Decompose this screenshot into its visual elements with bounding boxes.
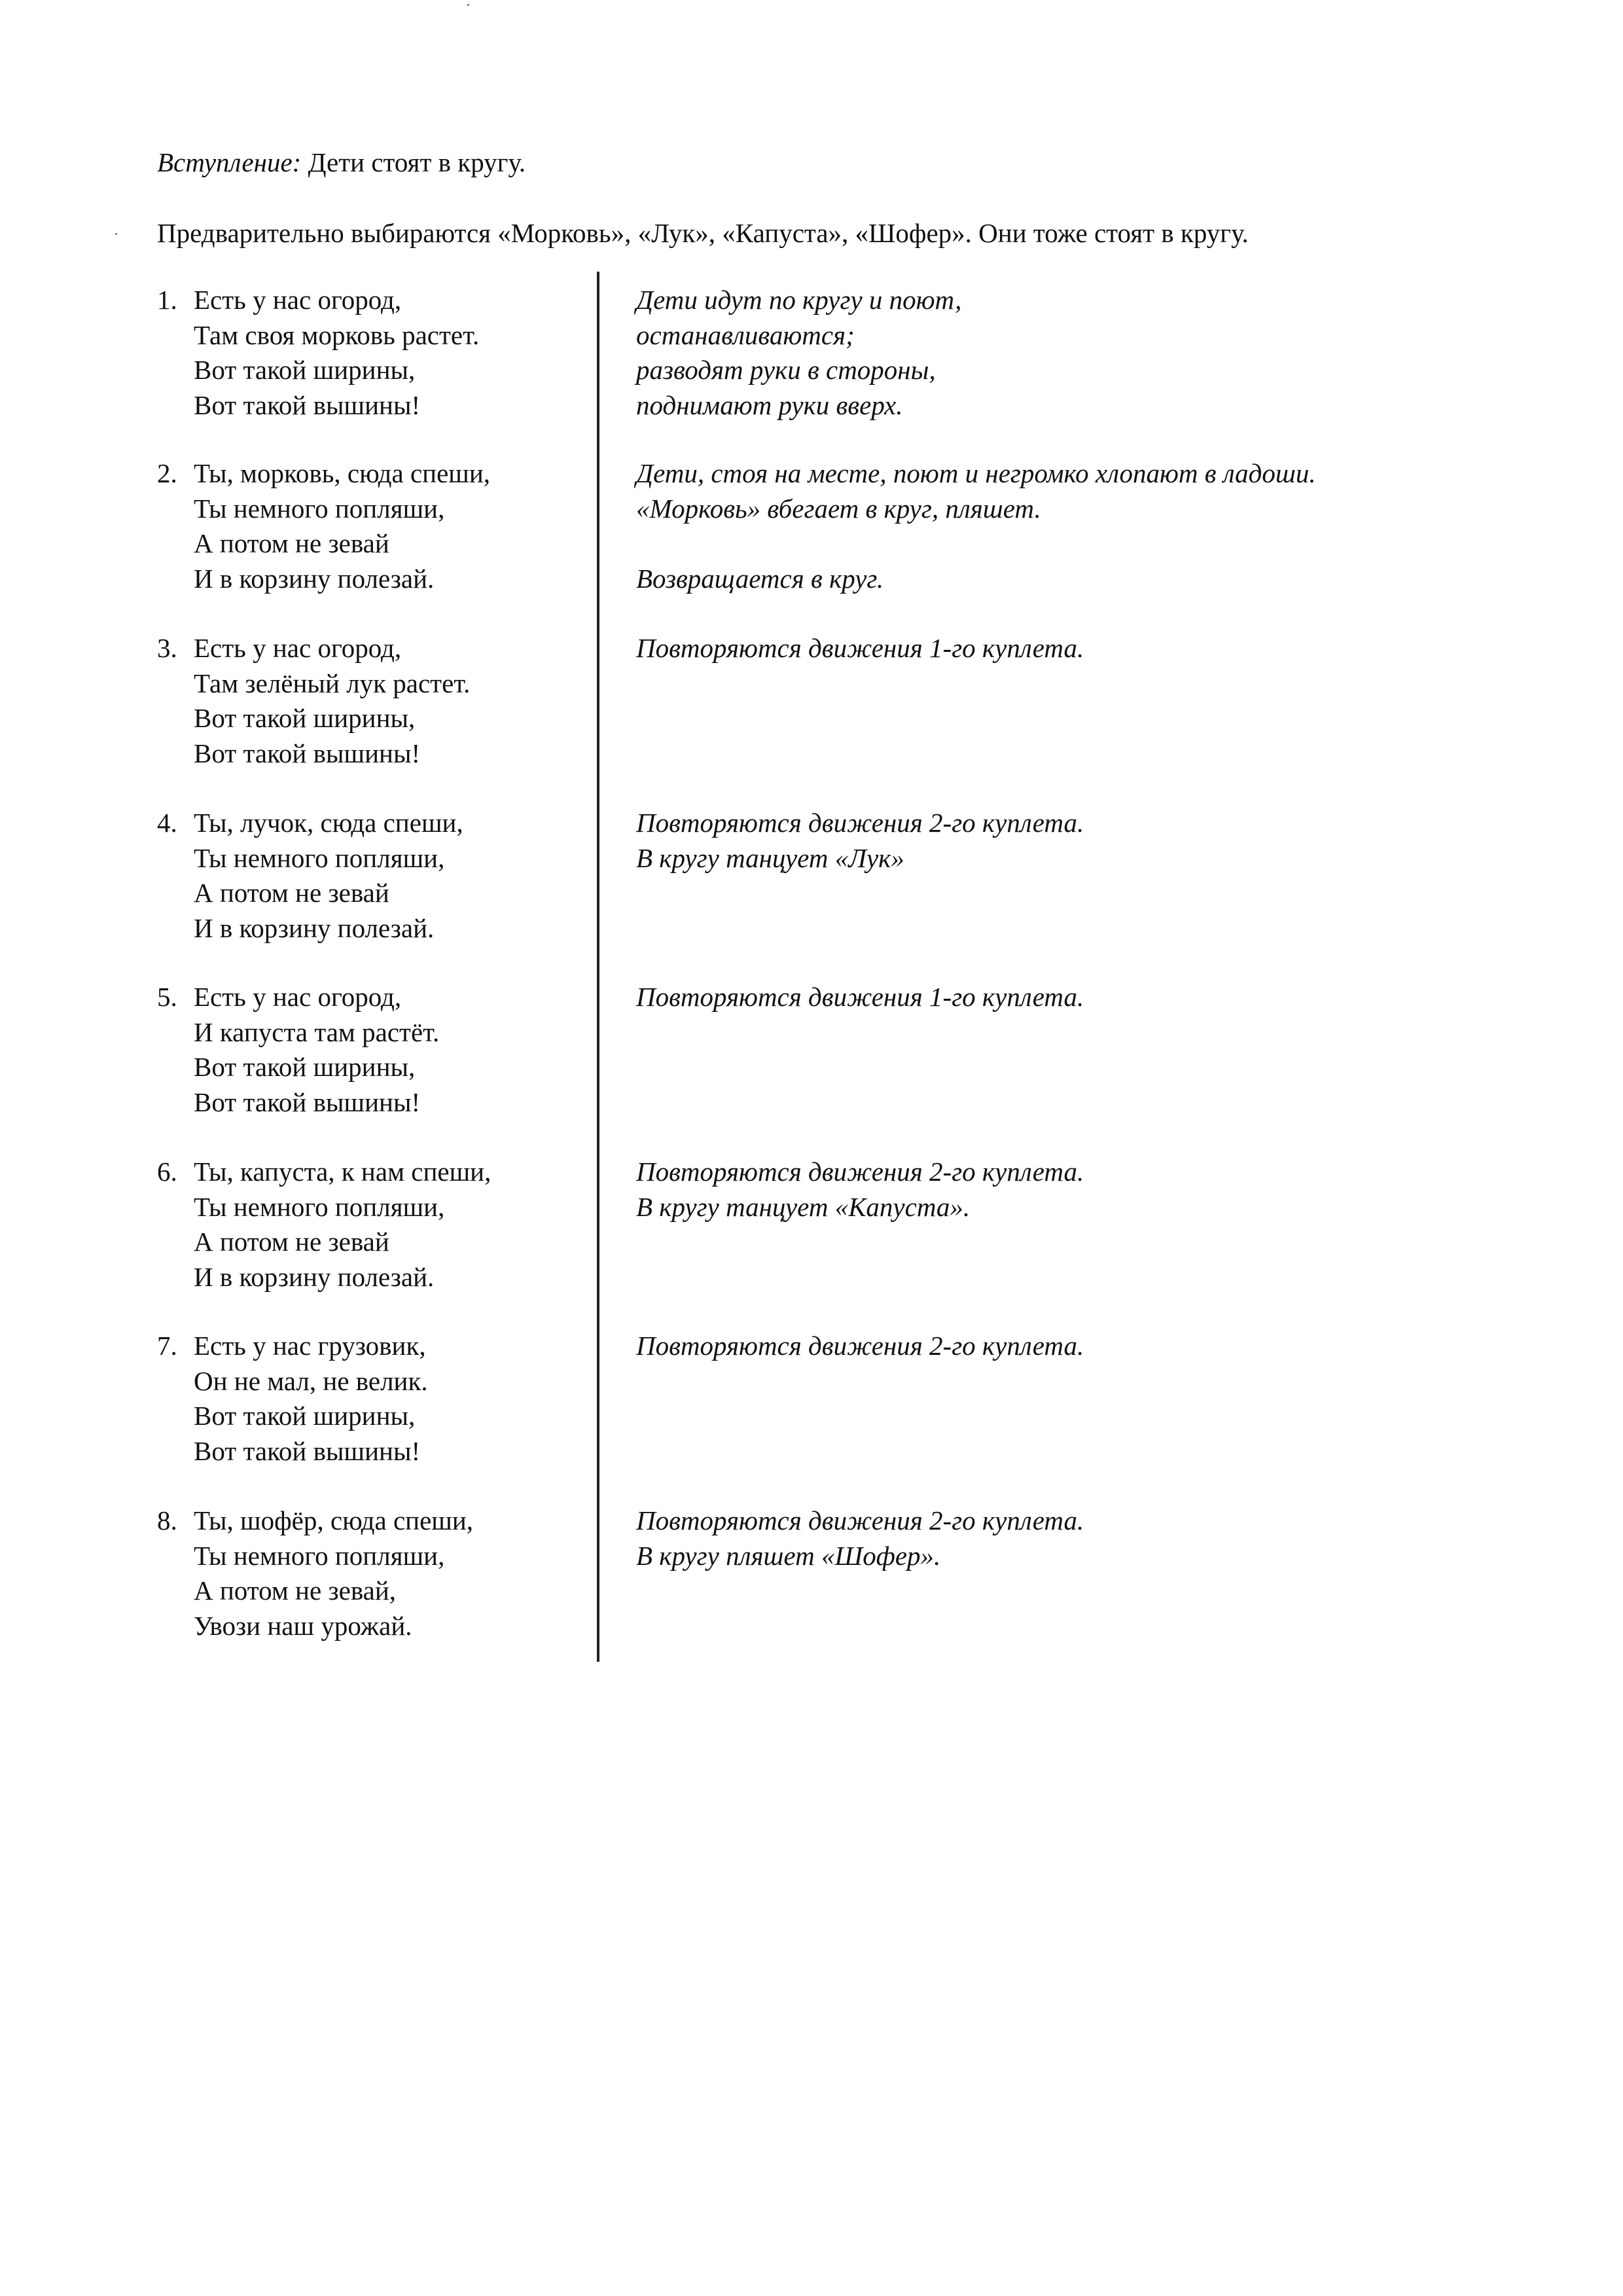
instruction-line: В кругу танцует «Капуста». (636, 1191, 971, 1222)
instruction-gap (636, 526, 1316, 562)
verse-number: 3. (157, 633, 177, 663)
verse-line: И в корзину полезай. (194, 912, 435, 943)
instruction-line: Повторяются движения 1-го куплета. (636, 982, 1084, 1012)
movement-instructions (636, 1155, 1084, 1225)
verse-line: А потом не зевай (194, 1227, 389, 1257)
verse-line: Там своя морковь растет. (194, 319, 480, 350)
instruction-line: Дети идут по кругу и поют, (636, 285, 962, 315)
verse-line: Есть у нас огород, (194, 285, 402, 315)
verse-line: Вот такой вышины! (194, 1086, 421, 1117)
verse-number: 1. (157, 285, 177, 315)
verse-line: Там зелёный лук растет. (194, 668, 471, 698)
instruction-line: Повторяются движения 2-го куплета. (636, 808, 1084, 838)
verse-line: Ты немного попляши, (194, 842, 445, 873)
movement-instructions (636, 1503, 1084, 1573)
movement-instructions (636, 456, 1316, 596)
verse-line: Вот такой вышины! (194, 389, 421, 420)
intro-lead: Вступление: (157, 147, 302, 177)
verse-number: 8. (157, 1505, 177, 1535)
verse-line: Ты, шофёр, сюда спеши, (194, 1505, 474, 1535)
verse-text (157, 283, 479, 423)
instruction-line: Повторяются движения 2-го куплета. (636, 1331, 1084, 1361)
verse-line: Вот такой ширины, (194, 703, 416, 733)
verse-line: И капуста там растёт. (194, 1016, 440, 1047)
verse-line: Он не мал, не велик. (194, 1365, 428, 1396)
instruction-line: В кругу пляшет «Шофер». (636, 1540, 941, 1571)
scan-speck (467, 4, 469, 6)
verse-number: 2. (157, 458, 177, 488)
verse-line: Вот такой ширины, (194, 1401, 416, 1431)
verse-line: Увози наш урожай. (194, 1610, 412, 1641)
verse-text (157, 456, 490, 596)
verse-line: Ты немного попляши, (194, 493, 445, 524)
verse-line: Вот такой вышины! (194, 738, 421, 768)
scan-speck (115, 233, 117, 235)
verse-line: Есть у нас огород, (194, 633, 402, 663)
verse-text (157, 980, 439, 1120)
preliminary-note: Предварительно выбираются «Морковь», «Лук», «Капуста», «Шофер». Они тоже стоят в кругу. (157, 218, 1249, 248)
verse-line: Вот такой ширины, (194, 1052, 416, 1082)
verse-number: 5. (157, 982, 177, 1012)
instruction-line: В кругу танцует «Лук» (636, 842, 904, 873)
intro-line (157, 145, 526, 179)
instruction-line: Повторяются движения 2-го куплета. (636, 1157, 1084, 1187)
movement-instructions (636, 980, 1084, 1015)
verse-text (157, 1503, 473, 1643)
verse-text (157, 1155, 491, 1295)
movement-instructions (636, 1329, 1084, 1364)
verse-line: Есть у нас грузовик, (194, 1331, 426, 1361)
instruction-line: «Морковь» вбегает в круг, пляшет. (636, 493, 1041, 524)
verse-line: Ты, морковь, сюда спеши, (194, 458, 491, 488)
instruction-line: Возвращается в круг. (636, 563, 884, 594)
instruction-line: поднимают руки вверх. (636, 389, 903, 420)
verse-line: А потом не зевай, (194, 1575, 397, 1605)
verse-line: Ты немного попляши, (194, 1540, 445, 1571)
verse-line: Вот такой вышины! (194, 1435, 421, 1466)
verse-line: Есть у нас огород, (194, 982, 402, 1012)
instruction-line: Повторяются движения 1-го куплета. (636, 633, 1084, 663)
verse-line: Вот такой ширины, (194, 355, 416, 385)
verse-number: 4. (157, 808, 177, 838)
verse-text (157, 806, 463, 946)
verse-line: Ты, лучок, сюда спеши, (194, 808, 463, 838)
instruction-line: Дети, стоя на месте, поют и негромко хлопают в ладоши. (636, 458, 1316, 488)
verse-text (157, 631, 470, 771)
instruction-line: останавливаются; (636, 319, 855, 350)
verse-line: Ты, капуста, к нам спеши, (194, 1157, 491, 1187)
movement-instructions (636, 806, 1084, 876)
verse-line: А потом не зевай (194, 528, 389, 558)
verse-line: И в корзину полезай. (194, 563, 435, 594)
movement-instructions (636, 631, 1084, 666)
verse-text (157, 1329, 428, 1469)
column-divider (597, 272, 599, 1662)
instruction-line: разводят руки в стороны, (636, 355, 936, 385)
verse-number: 6. (157, 1157, 177, 1187)
verse-line: И в корзину полезай. (194, 1261, 435, 1292)
verse-number: 7. (157, 1331, 177, 1361)
intro-text: Дети стоят в кругу. (301, 147, 526, 177)
verse-line: А потом не зевай (194, 878, 389, 908)
instruction-line: Повторяются движения 2-го куплета. (636, 1505, 1084, 1535)
verse-line: Ты немного попляши, (194, 1191, 445, 1222)
movement-instructions (636, 283, 961, 423)
